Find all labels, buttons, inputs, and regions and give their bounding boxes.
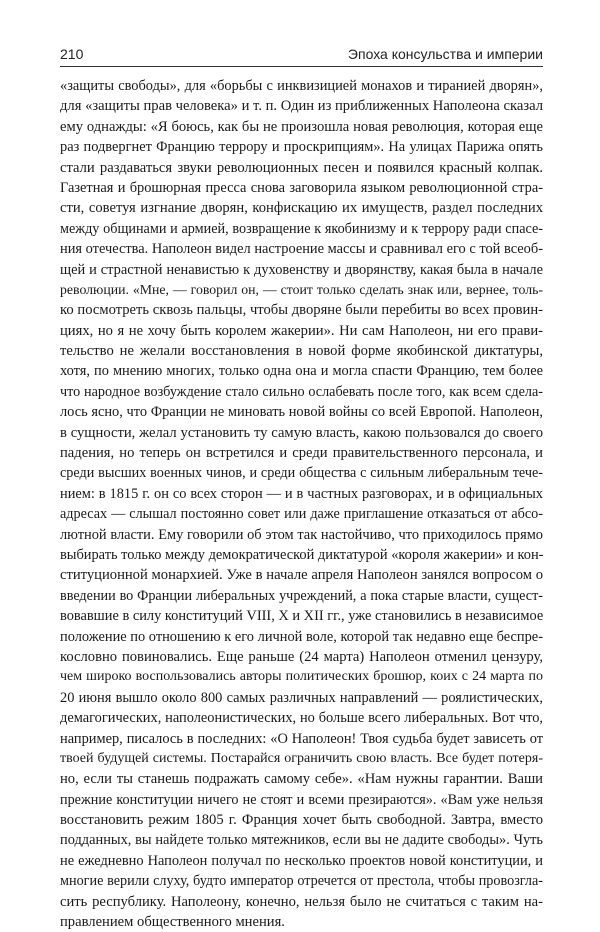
text-line: лютной власти. Ему говорили об этом так настойчиво, что приходилось прямо bbox=[60, 526, 543, 543]
text-line: тельство не желали восстановления в новой форме якобинской диктатуры, bbox=[60, 343, 543, 360]
text-line: ния отечества. Наполеон видел настроение массы и сравнивал его с той всеоб- bbox=[60, 241, 543, 258]
text-line: вовавшие в силу конституций VIII, X и XII гг., уже становились в независимое bbox=[60, 608, 544, 625]
text-line: циях, но я не хочу быть королем жакерии». Ни сам Наполеон, ни его прави- bbox=[60, 322, 543, 339]
body-text bbox=[60, 76, 543, 932]
running-title: Эпоха консульства и империи bbox=[347, 46, 543, 62]
text-line: ституционной монархией. Уже в начале апреля Наполеон занялся вопросом о bbox=[60, 567, 543, 584]
text-line: прежние конституции ничего не стоят и всеми презираются». «Вам уже нельзя bbox=[60, 791, 543, 808]
text-line: введении во Франции либеральных учреждений, а пока старые власти, сущест- bbox=[60, 587, 543, 604]
text-line: восстановить режим 1805 г. Франция хочет быть свободной. Завтра, вместо bbox=[60, 812, 543, 829]
text-line: чем широко воспользовались авторы политических брошюр, коих с 24 марта по bbox=[60, 669, 543, 685]
text-line: не ежедневно Наполеон получал по несколько проектов новой конституции, и bbox=[60, 852, 543, 869]
text-line: например, писалось в последних: «О Наполеон! Твоя судьба будет зависеть от bbox=[60, 730, 543, 747]
text-line: раз подвергнет Францию террору и проскрипциям». На улицах Парижа опять bbox=[60, 139, 543, 156]
text-line: «защиты свободы», для «борьбы с инквизицией монахов и тиранией дворян», bbox=[60, 78, 543, 94]
text-line: в сущности, желал установить ту самую власть, какою пользовался до своего bbox=[60, 424, 543, 441]
text-line: сить республику. Наполеону, конечно, нельзя было не считаться с таким на- bbox=[60, 893, 543, 910]
text-line: выбирать только между демократической диктатурой «короля жакерии» и кон- bbox=[60, 546, 544, 563]
text-line: ко посмотреть сквозь пальцы, чтобы дворяне были перебиты во всех провин- bbox=[60, 302, 543, 319]
text-line: демагогических, наполеонистических, но больше всего либеральных. Вот что, bbox=[60, 710, 543, 727]
text-line: хотя, по мнению многих, только одна она и могла спасти Францию, тем более bbox=[60, 363, 543, 380]
text-line: нием: в 1815 г. он со всех сторон — и в частных разговорах, и в официальных bbox=[60, 485, 543, 502]
header-rule bbox=[60, 66, 543, 67]
text-line: положение по отношению к его личной воле, которой так недавно еще беспре- bbox=[60, 628, 543, 645]
text-line: что народное возбуждение стало сильно ослабевать после того, как всем сдела- bbox=[60, 383, 543, 400]
text-line: адресах — слышал постоянно совет или даже приглашение отказаться от абсо- bbox=[60, 506, 543, 523]
text-line: для «защиты прав человека» и т. п. Один из приближенных Наполеона сказал bbox=[60, 98, 544, 115]
text-line: между общинами и армией, возвращение к якобинизму и к террору ради спасе- bbox=[60, 220, 543, 237]
text-line: твоей будущей системы. Постарайся ограничить свою власть. Все будет потеря- bbox=[60, 750, 543, 766]
page-header bbox=[60, 46, 543, 68]
text-line: среди высших военных чинов, и среди общества с сильным либеральным тече- bbox=[60, 465, 543, 482]
page-number: 210 bbox=[60, 46, 84, 62]
text-line: стали раздаваться звуки революционных песен и появился красный колпак. bbox=[60, 159, 543, 176]
text-line: щей и страстной ненавистью к духовенству и дворянству, какая была в начале bbox=[60, 261, 543, 278]
text-line: лось ясно, что Франции не миновать новой войны со всей Европой. Наполеон, bbox=[60, 404, 543, 421]
text-line: революции. «Мне, — говорил он, — стоит только сделать знак или, вернее, толь- bbox=[60, 281, 543, 297]
text-line: падения, но теперь он встретился и среди правительственного персонала, и bbox=[60, 445, 543, 462]
text-line: Газетная и брошюрная пресса снова заговорила языком революционной стра- bbox=[60, 179, 543, 196]
text-line: сти, советуя изгнание дворян, конфискацию их имуществ, раздел последних bbox=[60, 200, 543, 217]
text-line: ему однажды: «Я боюсь, как бы не произошла новая революция, которая еще bbox=[60, 118, 543, 135]
text-line: 20 июня вышло около 800 самых различных направлений — роялистических, bbox=[60, 689, 543, 706]
text-line: подданных, вы найдете только мятежников, если вы не дадите свободы». Чуть bbox=[60, 832, 543, 849]
text-line: многие верили слуху, будто император отречется от престола, чтобы провозгла- bbox=[60, 873, 543, 890]
text-line: кословно повиновались. Еще раньше (24 марта) Наполеон отменил цензуру, bbox=[60, 648, 543, 665]
text-line: но, если ты станешь подражать самому себе». «Нам нужны гарантии. Ваши bbox=[60, 771, 543, 788]
text-line: правлением общественного мнения. bbox=[60, 914, 285, 931]
